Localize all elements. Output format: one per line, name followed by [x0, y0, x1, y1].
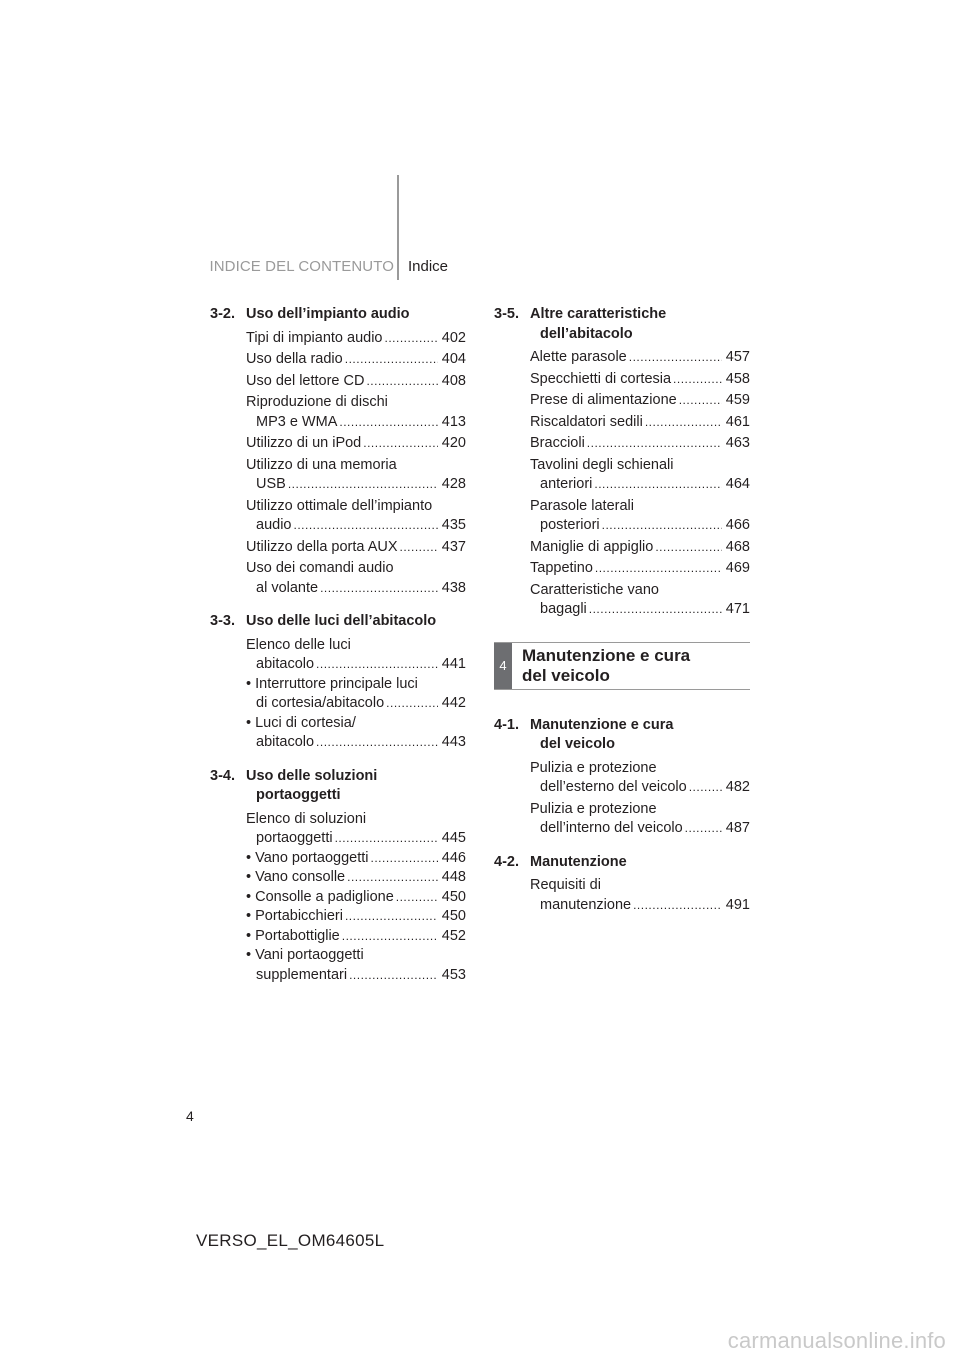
header-divider: [397, 175, 399, 280]
toc-entry-text: • Interruttore principale luci: [246, 675, 418, 692]
toc-entry-text: Tappetino: [530, 560, 593, 576]
toc-entry-text: USB: [256, 476, 286, 492]
toc-entry-line: [530, 559, 750, 579]
section-entries: [246, 810, 466, 986]
toc-entry-text: Riproduzione di dischi: [246, 394, 388, 410]
toc-entry-text: Uso dei comandi audio: [246, 560, 394, 576]
toc-entry-line: [530, 581, 750, 601]
toc-entry-text: Alette parasole: [530, 349, 627, 365]
dot-leader: [349, 966, 438, 986]
toc-entry[interactable]: [246, 946, 466, 985]
toc-entry-text: Elenco di soluzioni: [246, 810, 367, 827]
toc-entry-line: [530, 413, 750, 433]
section-title-line: dell’abitacolo: [540, 325, 633, 342]
toc-page-number: 450: [441, 888, 466, 905]
toc-entry[interactable]: [530, 413, 750, 433]
toc-page-number: 453: [441, 966, 466, 983]
dot-leader: [629, 348, 722, 368]
dot-leader: [335, 829, 438, 849]
dot-leader: [645, 413, 722, 433]
dot-leader: [589, 600, 722, 620]
toc-entry-text: Maniglie di appiglio: [530, 538, 654, 555]
toc-page-number: 448: [441, 869, 466, 885]
toc-entry-line: [530, 600, 750, 620]
dot-leader: [371, 849, 438, 869]
dot-leader: [400, 538, 438, 558]
dot-leader: [342, 927, 438, 947]
section-heading[interactable]: [494, 853, 750, 873]
dot-leader: [685, 819, 722, 839]
dot-leader: [595, 559, 722, 579]
toc-entry-text: • Vani portaoggetti: [246, 947, 364, 963]
toc-entry-line: [246, 329, 466, 349]
section-title: [246, 767, 466, 806]
toc-entry-text: Uso della radio: [246, 351, 343, 367]
dot-leader: [594, 475, 722, 495]
toc-entry-line: [530, 516, 750, 536]
toc-entry-text: dell’esterno del veicolo: [540, 779, 687, 795]
toc-page-number: 402: [441, 329, 466, 346]
toc-page-number: 441: [441, 656, 466, 672]
toc-entry-text: • Portabicchieri: [246, 908, 343, 924]
header-section-label: INDICE DEL CONTENUTO: [209, 258, 394, 275]
dot-leader: [655, 538, 722, 558]
toc-page-number: 452: [441, 927, 466, 944]
toc-entry-text: bagagli: [540, 601, 587, 617]
toc-page-number: 437: [441, 538, 466, 555]
section-title-line: del veicolo: [540, 736, 615, 752]
toc-entry-line: [246, 694, 466, 714]
toc-entry[interactable]: [246, 329, 466, 349]
toc-entry[interactable]: [530, 559, 750, 579]
toc-page-number: 466: [725, 517, 750, 533]
toc-entry-text: • Vano consolle: [246, 869, 346, 885]
toc-entry-line: [530, 391, 750, 411]
toc-page-number: 443: [441, 734, 466, 750]
toc-entry-line: [530, 348, 750, 368]
toc-entry-line: [246, 829, 466, 849]
dot-leader: [673, 370, 722, 390]
section-heading[interactable]: [210, 767, 466, 806]
toc-page-number: 459: [725, 392, 750, 408]
section-number: 3-4.: [210, 767, 235, 784]
toc-entry-line: [246, 868, 466, 888]
toc-entry-text: Utilizzo della porta AUX: [246, 538, 398, 555]
toc-entry-line: [530, 800, 750, 820]
section-title: [530, 716, 750, 755]
dot-leader: [345, 907, 438, 927]
dot-leader: [689, 778, 722, 798]
toc-entry-line: [246, 456, 466, 476]
toc-entry[interactable]: [246, 350, 466, 370]
section-entries: [246, 329, 466, 599]
toc-page-number: 438: [441, 579, 466, 596]
toc-entry-text: • Portabottiglie: [246, 927, 340, 944]
toc-section: [210, 767, 466, 986]
toc-entry-text: audio: [256, 517, 292, 533]
section-title-line: Manutenzione e cura: [530, 716, 674, 733]
toc-entry-line: [246, 559, 466, 579]
toc-entry-text: Riscaldatori sedili: [530, 413, 643, 430]
toc-entry[interactable]: [530, 538, 750, 558]
toc-entry-text: anteriori: [540, 476, 593, 492]
toc-page-number: 413: [441, 413, 466, 430]
section-title-line: portaoggetti: [256, 787, 341, 803]
toc-entry-text: al volante: [256, 579, 319, 596]
section-title: [530, 305, 750, 344]
section-number: 3-5.: [494, 306, 519, 322]
chapter-title-line-1: Manutenzione e cura: [522, 645, 691, 665]
toc-entry[interactable]: [530, 497, 750, 536]
toc-entry-line: [246, 675, 466, 695]
toc-entry-line: [246, 888, 466, 908]
dot-leader: [679, 391, 722, 411]
toc-page-number: 458: [725, 370, 750, 387]
toc-page-number: 435: [441, 517, 466, 533]
toc-entry[interactable]: [246, 868, 466, 888]
toc-entry[interactable]: [246, 888, 466, 908]
toc-page-number: 482: [725, 779, 750, 795]
toc-entry-line: [246, 733, 466, 753]
toc-entry[interactable]: [246, 927, 466, 947]
toc-entry-text: Elenco delle luci: [246, 636, 351, 653]
section-heading[interactable]: [494, 305, 750, 344]
toc-page-number: 491: [725, 896, 750, 913]
section-title-line: Altre caratteristiche: [530, 306, 667, 322]
dot-leader: [587, 434, 722, 454]
section-title: [530, 853, 750, 873]
toc-entry-text: portaoggetti: [256, 830, 333, 846]
toc-page-number: 461: [725, 413, 750, 430]
toc-entry-line: [530, 876, 750, 896]
section-title: [246, 305, 466, 325]
toc-right-top: [494, 305, 750, 620]
toc-entry-text: Prese di alimentazione: [530, 392, 677, 408]
toc-entry-line: [530, 896, 750, 916]
toc-entry[interactable]: [530, 434, 750, 454]
dot-leader: [363, 434, 438, 454]
toc-entry-line: [246, 946, 466, 966]
toc-entry-line: [246, 579, 466, 599]
toc-page-number: 442: [441, 695, 466, 711]
toc-entry-text: • Consolle a padiglione: [246, 888, 394, 905]
dot-leader: [366, 372, 438, 392]
section-title-line: Uso delle luci dell’abitacolo: [246, 613, 437, 629]
toc-entry-line: [246, 350, 466, 370]
toc-entry-text: Pulizia e protezione: [530, 800, 657, 817]
toc-entry-line: [530, 497, 750, 517]
toc-entry-line: [246, 927, 466, 947]
toc-entry-text: • Luci di cortesia/: [246, 714, 356, 731]
toc-entry-line: [246, 497, 466, 517]
chapter-number-tab: 4: [494, 643, 512, 689]
toc-entry-text: Tavolini degli schienali: [530, 456, 674, 473]
toc-left-column: [210, 305, 466, 999]
toc-right-bottom: [494, 716, 750, 916]
toc-section: [494, 716, 750, 839]
toc-entry-line: [530, 370, 750, 390]
toc-entry-text: abitacolo: [256, 734, 315, 750]
toc-entry-text: Utilizzo di un iPod: [246, 435, 362, 451]
toc-entry-line: [530, 475, 750, 495]
toc-entry[interactable]: [246, 538, 466, 558]
toc-entry-line: [530, 434, 750, 454]
toc-entry-line: [530, 456, 750, 476]
toc-entry[interactable]: [530, 456, 750, 495]
section-number: 4-1.: [494, 716, 519, 733]
chapter-title-line-2: del veicolo: [522, 665, 610, 685]
section-number: 4-2.: [494, 853, 519, 870]
document-code: VERSO_EL_OM64605L: [196, 1231, 385, 1250]
toc-entry-line: [246, 636, 466, 656]
toc-entry-line: [246, 655, 466, 675]
toc-page-number: 468: [725, 538, 750, 555]
section-title: [246, 612, 466, 632]
toc-entry-text: Specchietti di cortesia: [530, 370, 672, 387]
toc-page-number: 487: [725, 820, 750, 836]
dot-leader: [347, 868, 438, 888]
toc-entry-text: posteriori: [540, 517, 600, 533]
section-heading[interactable]: [494, 716, 750, 755]
toc-page-number: 464: [725, 476, 750, 492]
toc-entry-line: [530, 759, 750, 779]
toc-section: [494, 305, 750, 620]
toc-page-number: 408: [441, 372, 466, 389]
section-entries: [246, 636, 466, 753]
toc-entry-line: [246, 810, 466, 830]
dot-leader: [396, 888, 438, 908]
section-heading[interactable]: [210, 305, 466, 325]
section-entries: [530, 759, 750, 839]
toc-page-number: 463: [725, 435, 750, 451]
toc-entry-line: [530, 538, 750, 558]
toc-entry-line: [246, 393, 466, 413]
toc-entry[interactable]: [246, 434, 466, 454]
section-title-line: Uso dell’impianto audio: [246, 306, 410, 322]
toc-page-number: 469: [725, 560, 750, 576]
toc-entry-text: MP3 e WMA: [256, 413, 338, 430]
page-number: 4: [186, 1108, 194, 1124]
toc-entry[interactable]: [246, 393, 466, 432]
toc-entry-line: [246, 538, 466, 558]
watermark: carmanualsonline.info: [727, 1328, 946, 1353]
toc-section: [494, 853, 750, 916]
dot-leader: [320, 579, 438, 599]
toc-entry-text: Utilizzo ottimale dell’impianto: [246, 497, 433, 514]
toc-entry-line: [246, 434, 466, 454]
section-number: 3-2.: [210, 306, 235, 322]
toc-entry-line: [246, 714, 466, 734]
dot-leader: [316, 733, 438, 753]
toc-right-column: [494, 305, 750, 929]
toc-page-number: 457: [725, 349, 750, 365]
section-title-line: Uso delle soluzioni: [246, 767, 378, 784]
dot-leader: [293, 516, 438, 536]
toc-entry[interactable]: [530, 348, 750, 368]
dot-leader: [602, 516, 722, 536]
toc-entry-text: • Vano portaoggetti: [246, 849, 369, 866]
toc-entry[interactable]: [246, 907, 466, 927]
toc-entry-line: [246, 516, 466, 536]
toc-entry-text: Tipi di impianto audio: [246, 329, 383, 346]
toc-entry-line: [246, 966, 466, 986]
toc-entry[interactable]: [246, 675, 466, 714]
toc-entry[interactable]: [246, 456, 466, 495]
toc-entry-line: [246, 907, 466, 927]
toc-entry[interactable]: [530, 370, 750, 390]
toc-page-number: 446: [441, 849, 466, 866]
section-title-line: Manutenzione: [530, 853, 627, 870]
toc-entry-text: Caratteristiche vano: [530, 581, 659, 598]
toc-entry[interactable]: [246, 372, 466, 392]
toc-entry-text: Requisiti di: [530, 877, 601, 893]
toc-entry-text: Uso del lettore CD: [246, 372, 365, 389]
toc-entry[interactable]: [246, 497, 466, 536]
section-heading[interactable]: [210, 612, 466, 632]
dot-leader: [386, 694, 438, 714]
toc-entry-line: [246, 475, 466, 495]
toc-page-number: 445: [441, 830, 466, 846]
dot-leader: [345, 350, 438, 370]
toc-section: [210, 612, 466, 753]
toc-page-number: 428: [441, 476, 466, 492]
toc-entry-line: [246, 413, 466, 433]
toc-entry[interactable]: [530, 581, 750, 620]
header-page-title: Indice: [408, 258, 449, 275]
chapter-banner[interactable]: [494, 642, 750, 690]
dot-leader: [633, 896, 722, 916]
section-entries: [530, 876, 750, 915]
toc-entry[interactable]: [246, 810, 466, 849]
toc-entry-line: [530, 778, 750, 798]
toc-entry[interactable]: [246, 636, 466, 675]
toc-page-number: 471: [725, 601, 750, 617]
toc-entry-text: supplementari: [256, 966, 348, 983]
dot-leader: [384, 329, 438, 349]
dot-leader: [316, 655, 438, 675]
toc-page-number: 404: [441, 351, 466, 367]
toc-entry[interactable]: [530, 800, 750, 839]
section-entries: [530, 348, 750, 620]
chapter-title: [512, 643, 690, 689]
toc-page-number: 420: [441, 435, 466, 451]
toc-entry-text: manutenzione: [540, 896, 632, 913]
toc-entry[interactable]: [530, 876, 750, 915]
toc-entry-text: Pulizia e protezione: [530, 759, 657, 776]
toc-section: [210, 305, 466, 598]
dot-leader: [339, 413, 438, 433]
toc-entry-text: abitacolo: [256, 656, 315, 672]
toc-entry-line: [530, 819, 750, 839]
toc-entry-text: Braccioli: [530, 435, 585, 451]
section-number: 3-3.: [210, 613, 235, 629]
toc-entry-text: Parasole laterali: [530, 497, 634, 514]
toc-entry-text: Utilizzo di una memoria: [246, 456, 397, 473]
dot-leader: [288, 475, 438, 495]
toc-entry-text: di cortesia/abitacolo: [256, 695, 385, 711]
toc-entry-line: [246, 849, 466, 869]
toc-page-number: 450: [441, 908, 466, 924]
toc-entry-line: [246, 372, 466, 392]
toc-entry[interactable]: [530, 759, 750, 798]
toc-entry[interactable]: [246, 849, 466, 869]
toc-entry[interactable]: [246, 714, 466, 753]
toc-entry-text: dell’interno del veicolo: [540, 820, 683, 836]
toc-entry[interactable]: [530, 391, 750, 411]
toc-entry[interactable]: [246, 559, 466, 598]
